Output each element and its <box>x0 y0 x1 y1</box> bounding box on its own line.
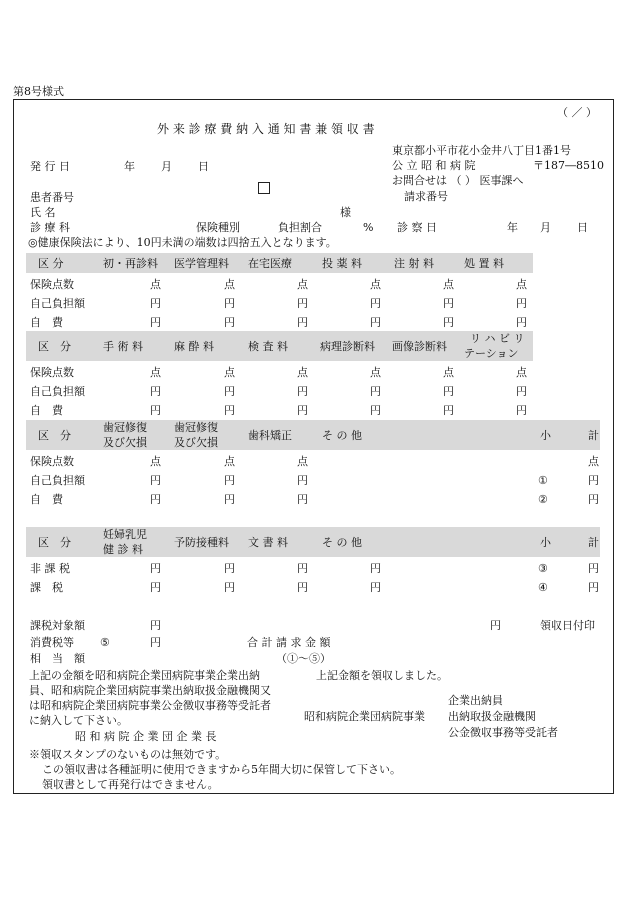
unit: 点 <box>516 366 527 379</box>
unit: 円 <box>224 297 235 310</box>
unit: 円 <box>224 316 235 329</box>
footnote-0: ※領収スタンプのないものは無効です。 <box>29 748 227 761</box>
total-range: （①～⑤） <box>276 652 331 665</box>
burden-ratio-label: 負担割合 <box>278 221 322 234</box>
unit: 点 <box>443 366 454 379</box>
s3-header-5: そ の 他 <box>322 429 362 442</box>
unit: 円 <box>297 404 308 417</box>
recipient-org: 昭和病院企業団病院事業 <box>304 710 425 723</box>
unit: 点 <box>588 455 599 468</box>
unit: 円 <box>490 619 501 632</box>
payment-line-3: に納入して下さい。 <box>29 714 128 727</box>
rounding-note: ◎健康保険法により、10円未満の端数は四捨五入となります。 <box>28 236 337 249</box>
unit: 円 <box>516 316 527 329</box>
non-taxable-label: 非 課 税 <box>30 562 70 575</box>
unit: 円 <box>443 385 454 398</box>
footnote-2: 領収書として再発行はできません。 <box>42 778 219 791</box>
s1-header-3: 投 薬 料 <box>322 257 362 270</box>
unit: 円 <box>297 316 308 329</box>
s1-jihi-label: 自 費 <box>30 316 63 329</box>
marker-4: ④ <box>538 581 548 594</box>
footnote-1: この領収書は各種証明に使用できますから5年間大切に保管して下さい。 <box>42 763 401 776</box>
section2-kubun: 区 分 <box>38 340 71 353</box>
marker-3: ③ <box>538 562 548 575</box>
s3-header-2: 歯冠修復 <box>174 421 218 434</box>
unit: 円 <box>150 581 161 594</box>
s4-header-2: 予防接種料 <box>174 536 229 549</box>
taxable-label: 課 税 <box>30 581 63 594</box>
taxable-base-label: 課税対象額 <box>30 619 85 632</box>
s4-header-1: 健 診 料 <box>103 543 143 556</box>
issue-month: 月 <box>161 160 172 173</box>
s1-header-5: 処 置 料 <box>464 257 504 270</box>
marker-5: ⑤ <box>100 636 110 649</box>
unit: 円 <box>370 385 381 398</box>
payment-line-1: 員、昭和病院企業団病院事業出納取扱金融機関又 <box>29 684 271 697</box>
s3-header-3: 及び欠損 <box>174 436 218 449</box>
unit: 円 <box>370 316 381 329</box>
hospital-postal: 〒187―8510 <box>533 159 604 172</box>
unit: 円 <box>588 474 599 487</box>
issue-day: 日 <box>198 160 209 173</box>
grand-total-label: 合 計 請 求 金 額 <box>247 636 331 649</box>
s2-header-5a: リ ハ ビ リ <box>470 332 525 345</box>
unit: 円 <box>297 297 308 310</box>
issue-year: 年 <box>124 160 135 173</box>
unit: 円 <box>150 636 161 649</box>
department-label: 診 療 科 <box>30 221 70 234</box>
unit: 円 <box>224 581 235 594</box>
form-number: 第8号様式 <box>13 85 64 98</box>
unit: 点 <box>224 366 235 379</box>
s4-header-4: そ の 他 <box>322 536 362 549</box>
unit: 円 <box>516 385 527 398</box>
page-count: （ ／ ） <box>557 106 597 119</box>
s3-subtotal: 小 <box>540 429 551 442</box>
unit: 点 <box>516 278 527 291</box>
s3-total: 計 <box>588 429 599 442</box>
payment-line-0: 上記の金額を昭和病院企業団病院事業企業出納 <box>29 669 260 682</box>
s2-jiko-label: 自己負担額 <box>30 385 85 398</box>
unit: 点 <box>150 278 161 291</box>
s2-header-4: 画像診断料 <box>392 340 447 353</box>
unit: 円 <box>150 297 161 310</box>
s2-header-1: 麻 酔 料 <box>174 340 214 353</box>
form-title: 外 来 診 療 費 納 入 通 知 書 兼 領 収 書 <box>157 122 375 136</box>
visit-day: 日 <box>577 221 588 234</box>
unit: 円 <box>297 474 308 487</box>
unit: 点 <box>297 366 308 379</box>
unit: 点 <box>370 366 381 379</box>
unit: 円 <box>370 581 381 594</box>
unit: 円 <box>516 297 527 310</box>
s2-header-5b: テーション <box>464 347 519 360</box>
percent-sign: % <box>363 221 374 234</box>
unit: 円 <box>150 316 161 329</box>
unit: 円 <box>297 493 308 506</box>
request-number-label: 請求番号 <box>404 190 448 203</box>
s4-header-3: 文 書 料 <box>248 536 288 549</box>
section1-kubun: 区 分 <box>38 257 64 270</box>
s2-hoken-label: 保険点数 <box>30 366 74 379</box>
unit: 円 <box>297 581 308 594</box>
s2-header-2: 検 査 料 <box>248 340 288 353</box>
unit: 円 <box>150 385 161 398</box>
visit-month: 月 <box>540 221 551 234</box>
unit: 円 <box>443 316 454 329</box>
director-title: 昭 和 病 院 企 業 団 企 業 長 <box>75 730 217 743</box>
s1-header-2: 在宅医療 <box>248 257 292 270</box>
s4-subtotal: 小 <box>540 536 551 549</box>
insurance-type-label: 保険種別 <box>196 221 240 234</box>
unit: 円 <box>443 297 454 310</box>
unit: 円 <box>150 404 161 417</box>
unit: 点 <box>150 455 161 468</box>
unit: 円 <box>150 619 161 632</box>
unit: 円 <box>224 474 235 487</box>
section3-kubun: 区 分 <box>38 429 71 442</box>
issue-date-label: 発 行 日 <box>30 160 70 173</box>
unit: 点 <box>443 278 454 291</box>
unit: 円 <box>224 562 235 575</box>
s4-header-0: 妊婦乳児 <box>103 528 147 541</box>
unit: 円 <box>224 493 235 506</box>
s3-header-4: 歯科矯正 <box>248 429 292 442</box>
marker-1: ① <box>538 474 548 487</box>
s4-total: 計 <box>588 536 599 549</box>
unit: 円 <box>370 562 381 575</box>
received-note: 上記金額を領収しました。 <box>316 669 448 682</box>
patient-name-label: 氏 名 <box>30 206 56 219</box>
receipt-date-stamp-label: 領収日付印 <box>540 619 595 632</box>
unit: 円 <box>588 562 599 575</box>
section4-kubun: 区 分 <box>38 536 71 549</box>
s2-jihi-label: 自 費 <box>30 404 63 417</box>
visit-year: 年 <box>507 221 518 234</box>
consumption-tax-label: 消費税等 <box>30 636 74 649</box>
unit: 点 <box>370 278 381 291</box>
unit: 円 <box>370 404 381 417</box>
unit: 円 <box>443 404 454 417</box>
checkbox <box>258 182 270 194</box>
s1-jiko-label: 自己負担額 <box>30 297 85 310</box>
unit: 円 <box>516 404 527 417</box>
s1-header-4: 注 射 料 <box>394 257 434 270</box>
contact-line: お問合せは （ ） 医事課へ <box>392 174 524 187</box>
s1-hoken-label: 保険点数 <box>30 278 74 291</box>
s1-header-0: 初・再診料 <box>103 257 158 270</box>
s3-jihi-label: 自 費 <box>30 493 63 506</box>
unit: 点 <box>150 366 161 379</box>
unit: 点 <box>297 278 308 291</box>
unit: 円 <box>150 474 161 487</box>
unit: 円 <box>224 404 235 417</box>
payment-line-2: は昭和病院企業団病院事業公金徴収事務等受託者 <box>29 699 271 712</box>
recipient-line1: 企業出納員 <box>448 694 503 707</box>
s1-header-1: 医学管理料 <box>174 257 229 270</box>
hospital-address: 東京都小平市花小金井八丁目1番1号 <box>392 144 571 157</box>
s2-header-0: 手 術 料 <box>103 340 143 353</box>
s3-header-0: 歯冠修復 <box>103 421 147 434</box>
s3-header-1: 及び欠損 <box>103 436 147 449</box>
unit: 円 <box>588 493 599 506</box>
unit: 円 <box>150 562 161 575</box>
patient-id-label: 患者番号 <box>30 191 74 204</box>
marker-2: ② <box>538 493 548 506</box>
unit: 円 <box>224 385 235 398</box>
unit: 円 <box>150 493 161 506</box>
unit: 円 <box>588 581 599 594</box>
equivalent-label: 相 当 額 <box>30 652 85 665</box>
s3-jiko-label: 自己負担額 <box>30 474 85 487</box>
unit: 円 <box>297 562 308 575</box>
recipient-line2: 出納取扱金融機関 <box>448 710 536 723</box>
unit: 点 <box>224 455 235 468</box>
honorific: 様 <box>340 206 351 219</box>
visit-date-label: 診 察 日 <box>397 221 437 234</box>
hospital-name: 公 立 昭 和 病 院 <box>392 159 476 172</box>
unit: 点 <box>224 278 235 291</box>
s3-hoken-label: 保険点数 <box>30 455 74 468</box>
s2-header-3: 病理診断料 <box>320 340 375 353</box>
unit: 円 <box>297 385 308 398</box>
unit: 円 <box>370 297 381 310</box>
recipient-line3: 公金徴収事務等受託者 <box>448 726 558 739</box>
unit: 点 <box>297 455 308 468</box>
